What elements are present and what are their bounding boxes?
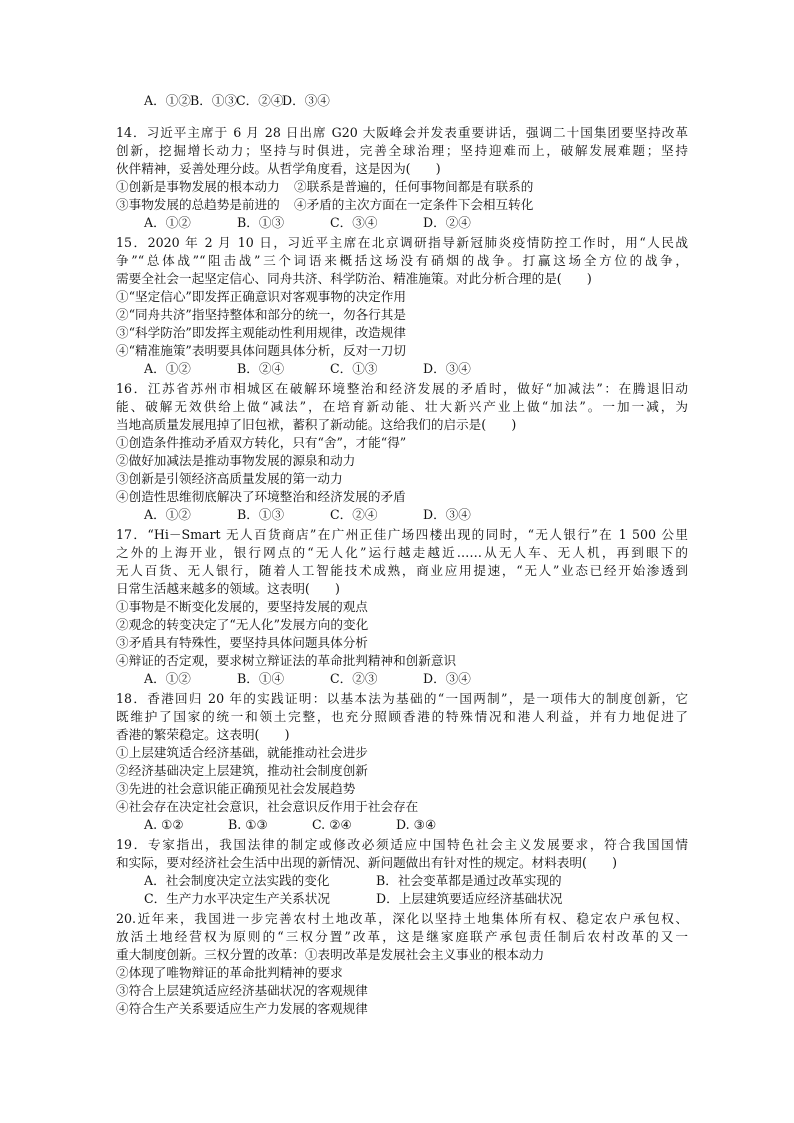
question-stem-line: 日常生活越来越多的领域。这表明( ) bbox=[116, 581, 340, 596]
option-d: D．③④ bbox=[423, 361, 471, 376]
option-row bbox=[116, 890, 688, 908]
option-a: A．①② bbox=[144, 507, 191, 522]
statement-item: ④“精准施策”表明要具体问题具体分析，反对一刀切 bbox=[116, 343, 406, 358]
question-stem-line: 17．“Hi－Smart 无人百货商店”在广州正佳广场四楼出现的同时，“无人银行”在 1 500 公里 bbox=[116, 527, 688, 542]
option-c: C．②③ bbox=[330, 671, 378, 686]
question-stem-line: 伙伴精神，妥善处理分歧。从哲学角度看，这是因为( ) bbox=[116, 161, 441, 176]
question-20 bbox=[116, 910, 688, 1018]
q17-options bbox=[116, 670, 688, 688]
question-stem-line: 之外的上海开业，银行网点的“无人化”运行越走越近……从无人车、无人机，再到眼下的 bbox=[116, 545, 688, 560]
question-16 bbox=[116, 380, 688, 524]
statement-item: ①创新是事物发展的根本动力 bbox=[116, 179, 280, 194]
option-c: C．①③ bbox=[330, 361, 378, 376]
statement-row bbox=[116, 196, 688, 214]
option-b: B．①④ bbox=[237, 671, 285, 686]
question-stem-line: 能、破解无效供给上做“减法”，在培育新动能、壮大新兴产业上做“加法”。一加一减，为 bbox=[116, 399, 688, 414]
question-stem-line: 15．2020 年 2 月 10 日，习近平主席在北京调研指导新冠肺炎疫情防控工作时，用“人民战 bbox=[116, 235, 688, 250]
option-b: B．①③ bbox=[237, 215, 285, 230]
option-row bbox=[116, 872, 688, 890]
option-d: D. ③④ bbox=[396, 817, 437, 832]
q13-option-a: A．①② bbox=[144, 93, 191, 108]
exam-page bbox=[116, 92, 688, 1018]
question-stem-line: 和实际，要对经济社会生活中出现的新情况、新问题做出有针对性的规定。材料表明( ) bbox=[116, 855, 617, 870]
q13-option-c: C．②④ bbox=[236, 93, 284, 108]
option-d: D．③④ bbox=[423, 671, 471, 686]
statement-item: ④矛盾的主次方面在一定条件下会相互转化 bbox=[294, 197, 534, 212]
option-d: D．②④ bbox=[423, 215, 471, 230]
option-c: C. ②④ bbox=[312, 817, 352, 832]
option-c: C．③④ bbox=[330, 215, 378, 230]
option-b: B．②④ bbox=[237, 361, 285, 376]
question-stem-line: 无人百货、无人银行，随着人工智能技术成熟，商业应用提速，“无人”业态已经开始渗透到 bbox=[116, 563, 688, 578]
option-d: D．上层建筑要适应经济基础状况 bbox=[376, 891, 563, 906]
statement-item: ②观念的转变决定了“无人化”发展方向的变化 bbox=[116, 617, 369, 632]
option-a: A．①② bbox=[144, 215, 191, 230]
question-stem-line: 重大制度创新。三权分置的改革：①表明改革是发展社会主义事业的根本动力 bbox=[116, 947, 545, 962]
statement-item: ②做好加减法是推动事物发展的源泉和动力 bbox=[116, 453, 356, 468]
option-a: A．社会制度决定立法实践的变化 bbox=[144, 873, 330, 888]
option-d: D．③④ bbox=[423, 507, 471, 522]
statement-item: ①“坚定信心”即发挥正确意识对客观事物的决定作用 bbox=[116, 289, 406, 304]
question-stem-line: 16．江苏省苏州市相城区在破解环境整治和经济发展的矛盾时，做好“加减法”：在腾退旧动 bbox=[116, 381, 688, 396]
question-19 bbox=[116, 836, 688, 908]
question-stem-line: 放活土地经营权为原则的“三权分置”改革，这是继家庭联产承包责任制后农村改革的又一 bbox=[116, 929, 688, 944]
question-15 bbox=[116, 234, 688, 378]
question-14 bbox=[116, 124, 688, 232]
statement-item: ④社会存在决定社会意识，社会意识反作用于社会存在 bbox=[116, 799, 419, 814]
q13-options bbox=[116, 92, 688, 110]
statement-item: ④创造性思维彻底解决了环境整治和经济发展的矛盾 bbox=[116, 489, 406, 504]
option-b: B．①③ bbox=[237, 507, 285, 522]
q16-options bbox=[116, 506, 688, 524]
q13-option-b: B．①③ bbox=[190, 93, 238, 108]
question-17 bbox=[116, 526, 688, 688]
statement-item: ①创造条件推动矛盾双方转化，只有“舍”，才能“得” bbox=[116, 435, 407, 450]
statement-item: ③符合上层建筑适应经济基础状况的客观规律 bbox=[116, 983, 368, 998]
statement-item: ④符合生产关系要适应生产力发展的客观规律 bbox=[116, 1001, 368, 1016]
option-b: B. ①③ bbox=[228, 817, 268, 832]
question-stem-line: 14．习近平主席于 6 月 28 日出席 G20 大阪峰会并发表重要讲话，强调二十国集团要坚持改革 bbox=[116, 125, 688, 140]
q15-options bbox=[116, 360, 688, 378]
q18-options bbox=[116, 816, 688, 834]
statement-item: ③事物发展的总趋势是前进的 bbox=[116, 197, 280, 212]
question-stem-line: 既维护了国家的统一和领土完整，也充分照顾香港的特殊情况和港人利益，并有力地促进了 bbox=[116, 709, 688, 724]
question-18 bbox=[116, 690, 688, 834]
q13-option-d: D．③④ bbox=[282, 93, 330, 108]
statement-item: ②联系是普遍的，任何事物间都是有联系的 bbox=[294, 179, 534, 194]
question-stem-line: 当地高质量发展甩掉了旧包袱，蓄积了新动能。这给我们的启示是( ) bbox=[116, 417, 517, 432]
statement-row bbox=[116, 178, 688, 196]
option-c: C．生产力水平决定生产关系状况 bbox=[144, 891, 330, 906]
question-stem-line: 19．专家指出，我国法律的制定或修改必须适应中国特色社会主义发展要求，符合我国国情 bbox=[116, 837, 688, 852]
statement-item: ③矛盾具有特殊性，要坚持具体问题具体分析 bbox=[116, 635, 368, 650]
question-stem-line: 香港的繁荣稳定。这表明( ) bbox=[116, 727, 290, 742]
statement-item: ②体现了唯物辩证的革命批判精神的要求 bbox=[116, 965, 343, 980]
statement-item: ③先进的社会意识能正确预见社会发展趋势 bbox=[116, 781, 356, 796]
option-a: A．①② bbox=[144, 361, 191, 376]
statement-item: ①事物是不断变化发展的，要坚持发展的观点 bbox=[116, 599, 368, 614]
option-b: B．社会变革都是通过改革实现的 bbox=[376, 873, 562, 888]
statement-item: ③“科学防治”即发挥主观能动性利用规律，改造规律 bbox=[116, 325, 406, 340]
question-stem-line: 争”“总体战”“阻击战”三个词语来概括这场没有硝烟的战争。打赢这场全方位的战争， bbox=[116, 253, 688, 268]
option-a: A．①② bbox=[144, 671, 191, 686]
q14-options bbox=[116, 214, 688, 232]
question-stem-line: 18．香港回归 20 年的实践证明：以基本法为基础的“一国两制”，是一项伟大的制度创新，它 bbox=[116, 691, 688, 706]
statement-item: ②经济基础决定上层建筑，推动社会制度创新 bbox=[116, 763, 368, 778]
question-stem-line: 创新，挖掘增长动力；坚持与时俱进，完善全球治理；坚持迎难而上，破解发展难题；坚持 bbox=[116, 143, 688, 158]
option-c: C．②④ bbox=[330, 507, 378, 522]
question-stem-line: 20.近年来，我国进一步完善农村土地改革，深化以坚持土地集体所有权、稳定农户承包权、 bbox=[116, 911, 688, 926]
statement-item: ①上层建筑适合经济基础，就能推动社会进步 bbox=[116, 745, 368, 760]
option-a: A. ①② bbox=[144, 817, 184, 832]
statement-item: ④辩证的否定观，要求树立辩证法的革命批判精神和创新意识 bbox=[116, 653, 457, 668]
statement-item: ②“同舟共济”指坚持整体和部分的统一，勿各行其是 bbox=[116, 307, 406, 322]
statement-item: ③创新是引领经济高质量发展的第一动力 bbox=[116, 471, 343, 486]
question-stem-line: 需要全社会一起坚定信心、同舟共济、科学防治、精准施策。对此分析合理的是( ) bbox=[116, 271, 592, 286]
